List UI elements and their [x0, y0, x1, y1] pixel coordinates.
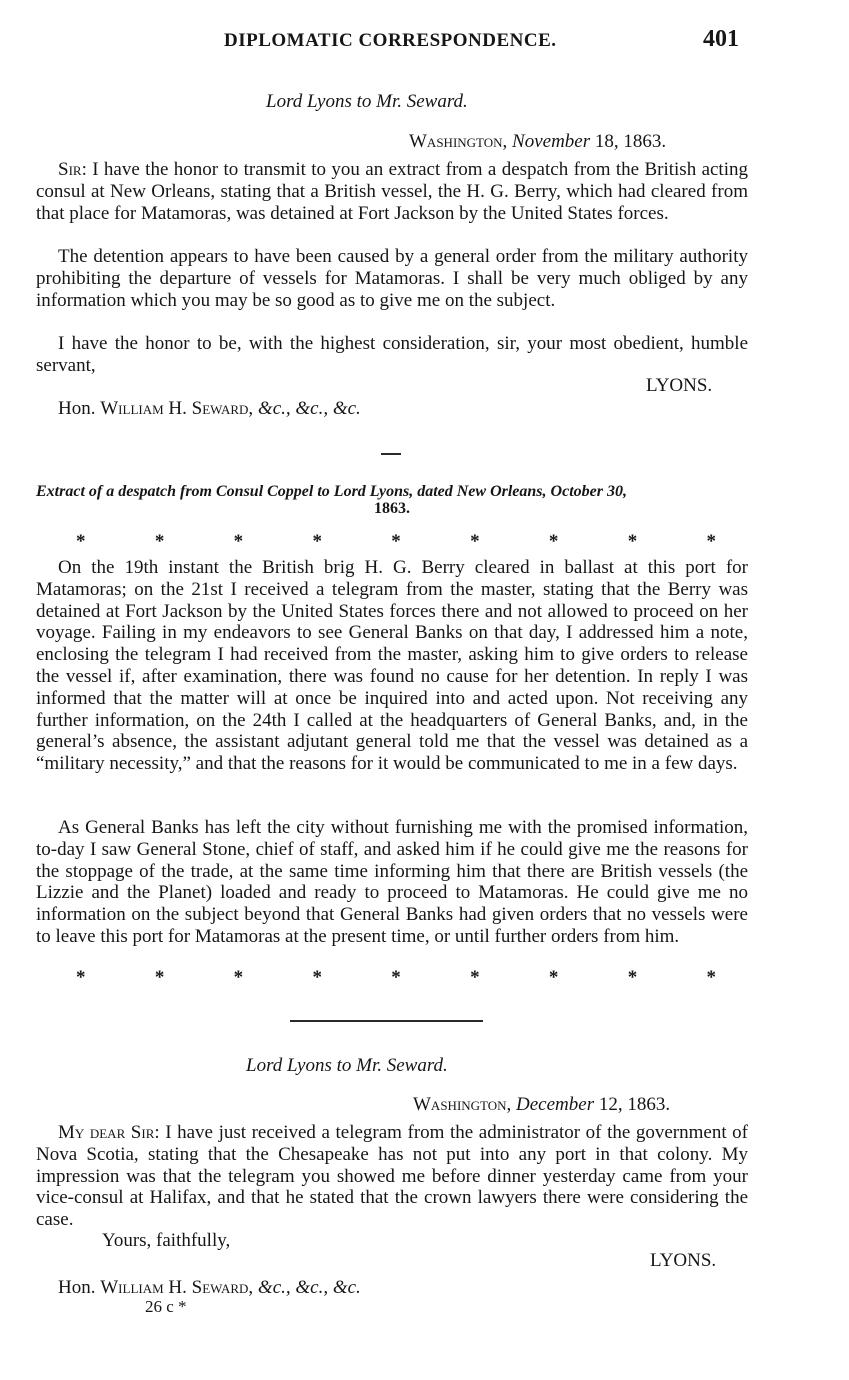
extract-heading	[36, 483, 748, 517]
star-3: *	[233, 531, 244, 552]
star-5: *	[391, 531, 401, 552]
letter2-heading: Lord Lyons to Mr. Seward.	[246, 1055, 448, 1076]
star-separator-bottom	[76, 967, 716, 989]
letter2-paragraph-text: I have just received a telegram from the administrator of the government of Nova Scotia, stating that the Chesapeake has not put into any port in that colony. My impression was that the telegram you showed me before dinner yesterday came from your vice-consul at Halifax, and that he stated that the crown lawyers there were considering the case.	[36, 1122, 748, 1231]
star-3: *	[233, 967, 244, 988]
letter2-closing: Yours, faithfully,	[102, 1230, 231, 1251]
short-divider	[381, 453, 401, 455]
letter2-date: 12, 1863.	[598, 1094, 671, 1115]
letter2-dateline	[413, 1094, 670, 1116]
letter1-paragraph-3: I have the honor to be, with the highest consideration, sir, your most obedient, humble servant,	[36, 333, 748, 376]
letter1-place: Washington,	[409, 131, 508, 152]
star-2: *	[154, 967, 165, 988]
section-divider	[290, 1020, 483, 1022]
extract-paragraph-2: As General Banks has left the city without furnishing me with the promised information, to-day I saw General Stone, chief of staff, and asked him if he could give me the reasons for the stoppage of the trade, at the same time informing him that there are British vessels (the Lizzie and the Planet) loaded and ready to proceed to Matamoras. He could give me no information on the subject beyond that General Banks had given orders that no vessels were to leave this port for Matamoras at the present time, or until further orders from him.	[36, 817, 748, 947]
letter1-salutation: Sir:	[58, 159, 87, 180]
star-9: *	[706, 531, 716, 552]
star-7: *	[548, 967, 559, 988]
letter1-addressee	[58, 398, 361, 420]
star-9: *	[706, 967, 716, 988]
page-number: 401	[703, 26, 739, 52]
letter1-addressee-name: William H. Seward,	[100, 398, 254, 419]
letter2-addressee-prefix: Hon.	[58, 1277, 96, 1298]
letter2-paragraph-1	[36, 1122, 748, 1231]
star-1: *	[76, 531, 86, 552]
letter2-addressee-etc: &c., &c., &c.	[257, 1277, 361, 1298]
star-2: *	[154, 531, 165, 552]
star-8: *	[627, 531, 638, 552]
letter1-dateline	[409, 131, 666, 153]
letter1-paragraph-1	[36, 159, 748, 224]
star-separator-top	[76, 531, 716, 553]
letter2-salutation: My dear Sir:	[58, 1122, 160, 1143]
letter1-paragraph-2: The detention appears to have been caused by a general order from the military authority prohibiting the departure of vessels for Matamoras. I shall be very much obliged by any information which you may be so good as to give me on the subject.	[36, 246, 748, 311]
star-5: *	[391, 967, 401, 988]
letter1-heading: Lord Lyons to Mr. Seward.	[266, 91, 468, 112]
star-6: *	[470, 967, 480, 988]
letter1-date: 18, 1863.	[594, 131, 667, 152]
star-4: *	[312, 531, 322, 552]
extract-heading-text: Extract of a despatch from Consul Coppel to Lord Lyons, dated New Orleans, October 30,	[36, 483, 627, 500]
letter1-signature: LYONS.	[646, 375, 713, 396]
letter2-place: Washington,	[413, 1094, 512, 1115]
extract-paragraph-1: On the 19th instant the British brig H. G. Berry cleared in ballast at this port for Matamoras; on the 21st I received a telegram from the master, stating that the Berry was detained at Fort Jackson by the United States forces there and not allowed to proceed on her voyage. Failing in my endeavors to see General Banks on that day, I addressed him a note, enclosing the telegram I had received from the master, asking him to give orders to release the vessel if, after examination, there was found no cause for her detention. In reply I was informed that the matter will at once be inquired into and acted upon. Not receiving any further information, on the 24th I called at the headquarters of General Banks, and, in the general’s absence, the assistant adjutant general told me that the vessel was detained as a “military necessity,” and that the reasons for it would be communicated to me in a few days.	[36, 557, 748, 775]
letter2-addressee	[58, 1277, 361, 1299]
letter1-paragraph-text: I have the honor to transmit to you an extract from a despatch from the British acting consul at New Orleans, stating that a British vessel, the H. G. Berry, which had cleared from that place for Matamoras, was detained at Fort Jackson by the United States forces.	[36, 159, 748, 224]
letter1-addressee-prefix: Hon.	[58, 398, 96, 419]
star-1: *	[76, 967, 86, 988]
extract-heading-year: 1863.	[374, 500, 410, 517]
letter1-addressee-etc: &c., &c., &c.	[257, 398, 361, 419]
letter2-addressee-name: William H. Seward,	[100, 1277, 254, 1298]
star-4: *	[312, 967, 322, 988]
letter2-signature: LYONS.	[650, 1250, 717, 1271]
star-7: *	[548, 531, 559, 552]
running-head: DIPLOMATIC CORRESPONDENCE.	[224, 30, 557, 51]
letter1-month: November	[512, 131, 591, 152]
signature-mark: 26 c *	[145, 1297, 187, 1316]
letter2-month: December	[516, 1094, 595, 1115]
star-8: *	[627, 967, 638, 988]
star-6: *	[470, 531, 480, 552]
